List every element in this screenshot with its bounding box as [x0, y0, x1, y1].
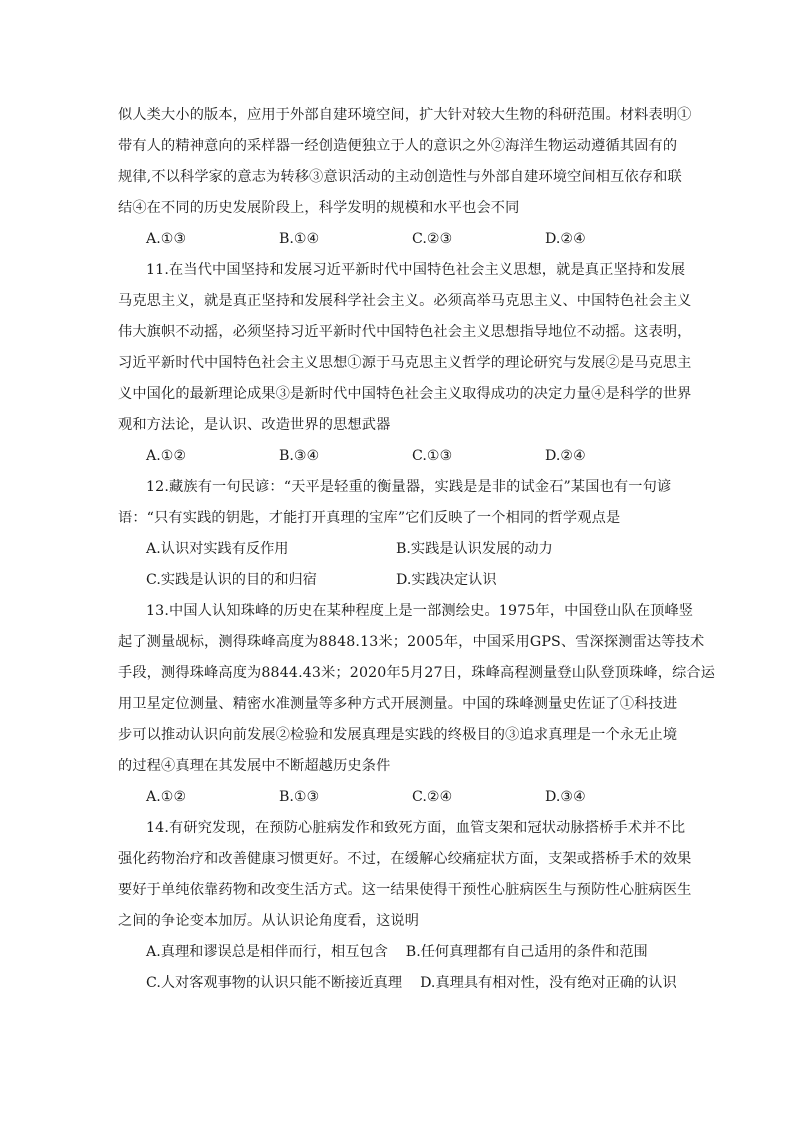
question-text-line: 习近平新时代中国特色社会主义思想①源于马克思主义哲学的理论研究与发展②是马克思主: [118, 355, 692, 371]
question-text-line: 要好于单纯依靠药物和改变生活方式。这一结果使得干预性心脏病医生与预防性心脏病医生: [118, 882, 692, 898]
question-text-line: 带有人的精神意向的采样器一经创造便独立于人的意识之外②海洋生物运动遵循其固有的: [118, 138, 678, 154]
question-12: [118, 472, 678, 596]
option-d: D.实践决定认识: [396, 572, 497, 588]
answer-options: [118, 224, 678, 255]
question-11: [118, 255, 692, 472]
question-stem: 13.中国人认知珠峰的历史在某种程度上是一部测绘史。1975年，中国登山队在顶峰竖: [146, 603, 694, 619]
option-a: A.①②: [146, 789, 187, 805]
question-text-line: 步可以推动认识向前发展②检验和发展真理是实践的终极目的③追求真理是一个永无止境: [118, 727, 678, 743]
question-text-line: 马克思主义，就是真正坚持和发展科学社会主义。必须高举马克思主义、中国特色社会主义: [118, 293, 692, 309]
question-text-line: 观和方法论，是认识、改造世界的思想武器: [118, 417, 391, 433]
question-10: [118, 100, 692, 255]
option-b: B.实践是认识发展的动力: [396, 541, 553, 557]
option-c: C.实践是认识的目的和归宿: [146, 572, 317, 588]
question-text-line: 用卫星定位测量、精密水准测量等多种方式开展测量。中国的珠峰测量史佐证了①科技进: [118, 696, 678, 712]
option-d: D.②④: [545, 448, 586, 464]
option-d: D.真理具有相对性，没有绝对正确的认识: [420, 975, 677, 991]
option-b: B.任何真理都有自己适用的条件和范围: [405, 944, 648, 960]
option-d: D.②④: [545, 231, 586, 247]
question-stem: 12.藏族有一句民谚：“天平是轻重的衡量器，实践是是非的试金石”某国也有一句谚: [146, 479, 672, 495]
answer-options: [118, 782, 678, 813]
question-text-line: 结④在不同的历史发展阶段上，科学发明的规模和水平也会不同: [118, 200, 520, 216]
option-a: A.①②: [146, 448, 187, 464]
option-c: C.①③: [412, 448, 453, 464]
answer-options-row-1: [118, 534, 678, 565]
question-text-line: 的过程④真理在其发展中不断超越历史条件: [118, 758, 391, 774]
exam-page: [118, 100, 716, 999]
option-a: A.真理和谬误总是相伴而行，相互包含: [146, 944, 388, 960]
answer-options: [118, 441, 678, 472]
question-text-line: 强化药物治疗和改善健康习惯更好。不过，在缓解心绞痛症状方面，支架或搭桥手术的效果: [118, 851, 692, 867]
question-text-line: 伟大旗帜不动摇，必须坚持习近平新时代中国特色社会主义思想指导地位不动摇。这表明，: [118, 324, 692, 340]
option-b: B.①④: [279, 231, 320, 247]
question-text-line: 似人类大小的版本，应用于外部自建环境空间，扩大针对较大生物的科研范围。材料表明①: [118, 107, 692, 123]
option-b: B.①③: [279, 789, 320, 805]
question-13: [118, 596, 716, 813]
answer-options-row-1: [118, 937, 678, 968]
question-14: [118, 813, 692, 999]
answer-options-row-2: [118, 968, 678, 999]
option-c: C.②④: [412, 789, 453, 805]
option-c: C.人对客观事物的认识只能不断接近真理: [146, 975, 403, 991]
question-text-line: 之间的争论变本加厉。从认识论角度看，这说明: [118, 913, 420, 929]
option-c: C.②③: [412, 231, 453, 247]
question-stem: 11.在当代中国坚持和发展习近平新时代中国特色社会主义思想，就是真正坚持和发展: [146, 262, 686, 278]
option-a: A.①③: [146, 231, 187, 247]
answer-options-row-2: [118, 565, 678, 596]
option-d: D.③④: [545, 789, 586, 805]
question-text-line: 起了测量觇标，测得珠峰高度为8848.13米；2005年，中国采用GPS、雪深探测雷达等技术: [118, 634, 705, 650]
question-text-line: 规律,不以科学家的意志为转移③意识活动的主动创造性与外部自建环境空间相互依存和联: [118, 169, 682, 185]
question-text-line: 手段，测得珠峰高度为8844.43米；2020年5月27日，珠峰高程测量登山队登顶珠峰，综合运: [118, 665, 716, 681]
question-text-line: 语：“只有实践的钥匙，才能打开真理的宝库”它们反映了一个相同的哲学观点是: [118, 510, 621, 526]
question-text-line: 义中国化的最新理论成果③是新时代中国特色社会主义取得成功的决定力量④是科学的世界: [118, 386, 692, 402]
question-stem: 14.有研究发现，在预防心脏病发作和致死方面，血管支架和冠状动脉搭桥手术并不比: [146, 820, 686, 836]
option-b: B.③④: [279, 448, 320, 464]
option-a: A.认识对实践有反作用: [146, 541, 289, 557]
